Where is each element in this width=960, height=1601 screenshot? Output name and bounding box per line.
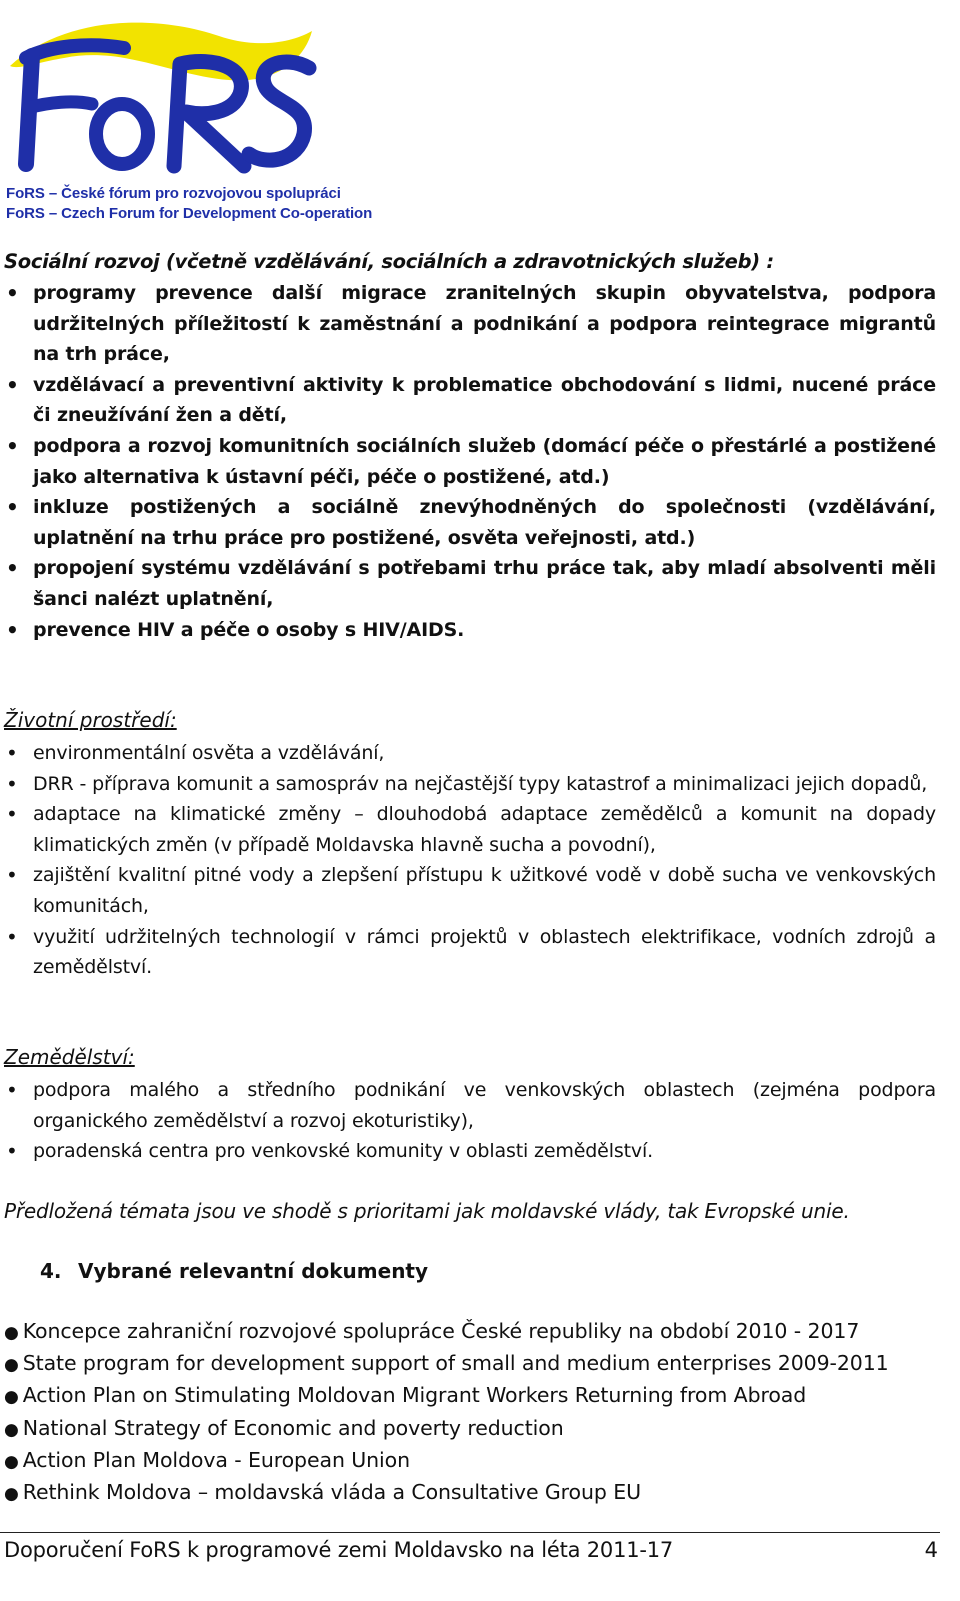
bullet-icon: •	[6, 617, 19, 642]
list-item-text: environmentální osvěta a vzdělávání,	[33, 742, 385, 764]
bullet-icon: •	[6, 863, 18, 888]
list-item-text: podpora malého a středního podnikání ve venkovských oblastech (zejména podpora organického zemědělství a rozvoj ekoturistiky),	[33, 1079, 936, 1132]
list-item-text: vzdělávací a preventivní aktivity k problematice obchodování s lidmi, nucené práce či zneužívání žen a dětí,	[33, 373, 936, 427]
list-item-text: využití udržitelných technologií v rámci projektů v oblastech elektrifikace, vodních zdrojů a zemědělství.	[33, 925, 936, 979]
list-item-text: adaptace na klimatické změny – dlouhodobá adaptace zemědělců a komunit na dopady klimatických změn (v případě Moldavska hlavně sucha a povodní),	[33, 803, 936, 856]
list-item	[0, 431, 936, 492]
bullet-icon: •	[6, 771, 18, 796]
list-item-text: inkluze postižených a sociálně znevýhodněných do společnosti (vzdělávání, uplatnění na trhu práce pro postižené, osvěta veřejnosti, atd.)	[33, 496, 936, 549]
bullet-icon: •	[6, 802, 18, 827]
list-item-text: Rethink Moldova – moldavská vláda a Consultative Group EU	[22, 1480, 641, 1505]
social-heading: Sociální rozvoj (včetně vzdělávání, sociálních a zdravotnických služeb) :	[4, 250, 774, 273]
list-item	[0, 860, 936, 921]
list-item	[0, 1136, 936, 1167]
environment-list	[0, 738, 936, 983]
list-item	[4, 1445, 889, 1477]
section-number: 4.	[40, 1259, 62, 1283]
bullet-icon: •	[6, 281, 19, 305]
page-number: 4	[924, 1538, 938, 1562]
list-item	[0, 492, 936, 553]
list-item	[4, 1380, 889, 1412]
bullet-icon: ●	[4, 1451, 19, 1472]
org-name-en: FoRS – Czech Forum for Development Co-operation	[6, 205, 373, 222]
list-item	[4, 1316, 889, 1348]
list-item	[0, 799, 936, 860]
list-item	[0, 553, 936, 614]
list-item-text: Action Plan Moldova - European Union	[22, 1447, 410, 1472]
list-item-text: Action Plan on Stimulating Moldovan Migrant Workers Returning from Abroad	[22, 1383, 807, 1408]
list-item-text: programy prevence další migrace zranitelných skupin obyvatelstva, podpora udržitelných příležitostí k zaměstnání a podnikání a podpora reintegrace migrantů na trh práce,	[33, 282, 936, 366]
bullet-icon: •	[6, 556, 19, 581]
list-item	[0, 278, 936, 370]
list-item	[4, 1477, 889, 1509]
environment-heading: Životní prostředí:	[4, 708, 177, 732]
list-item	[0, 922, 936, 983]
bullet-icon: ●	[4, 1387, 19, 1408]
list-item	[0, 615, 936, 646]
bullet-icon: •	[6, 433, 19, 458]
bullet-icon: •	[6, 741, 18, 765]
list-item-text: DRR - příprava komunit a samospráv na nejčastější typy katastrof a minimalizaci jejich dopadů,	[33, 772, 928, 795]
list-item-text: poradenská centra pro venkovské komunity v oblasti zemědělství.	[33, 1140, 654, 1163]
list-item	[0, 769, 936, 800]
list-item-text: podpora a rozvoj komunitních sociálních služeb (domácí péče o přestárlé a postižené jako alternativa k ústavní péči, péče o postižené, atd.)	[33, 434, 936, 488]
bullet-icon: ●	[4, 1419, 19, 1440]
section-heading	[40, 1259, 428, 1283]
documents-list	[4, 1316, 889, 1509]
bullet-icon: ●	[4, 1484, 19, 1505]
bullet-icon: •	[6, 372, 19, 397]
list-item-text: zajištění kvalitní pitné vody a zlepšení přístupu k užitkové vodě v době sucha ve venkovských komunitách,	[33, 864, 936, 917]
list-item	[0, 1075, 936, 1136]
footer-divider	[0, 1532, 940, 1533]
bullet-icon: •	[6, 1078, 18, 1102]
agriculture-list	[0, 1075, 936, 1167]
priorities-note: Předložená témata jsou ve shodě s prioritami jak moldavské vlády, tak Evropské unie.	[4, 1199, 850, 1223]
section-title: Vybrané relevantní dokumenty	[78, 1259, 429, 1283]
social-list	[0, 278, 936, 645]
list-item	[0, 738, 936, 769]
list-item	[4, 1348, 889, 1380]
bullet-icon: •	[6, 495, 19, 520]
list-item-text: National Strategy of Economic and poverty reduction	[22, 1415, 564, 1440]
list-item	[4, 1413, 889, 1445]
bullet-icon: ●	[4, 1355, 19, 1376]
fors-logo	[4, 6, 424, 224]
list-item-text: Koncepce zahraniční rozvojové spolupráce České republiky na období 2010 - 2017	[22, 1319, 860, 1343]
bullet-icon: •	[6, 1139, 18, 1164]
bullet-icon: ●	[4, 1323, 19, 1343]
agriculture-heading: Zemědělství:	[4, 1045, 135, 1069]
list-item-text: prevence HIV a péče o osoby s HIV/AIDS.	[33, 618, 465, 641]
bullet-icon: •	[6, 924, 18, 949]
list-item-text: propojení systému vzdělávání s potřebami trhu práce tak, aby mladí absolventi měli šanci nalézt uplatnění,	[33, 557, 936, 610]
list-item-text: State program for development support of small and medium enterprises 2009-2011	[22, 1351, 889, 1376]
footer-title: Doporučení FoRS k programové zemi Moldavsko na léta 2011-17	[4, 1538, 674, 1562]
fors-logo-graphic	[4, 6, 334, 181]
org-name-cz: FoRS – České fórum pro rozvojovou spolupráci	[6, 185, 341, 202]
list-item	[0, 370, 936, 431]
